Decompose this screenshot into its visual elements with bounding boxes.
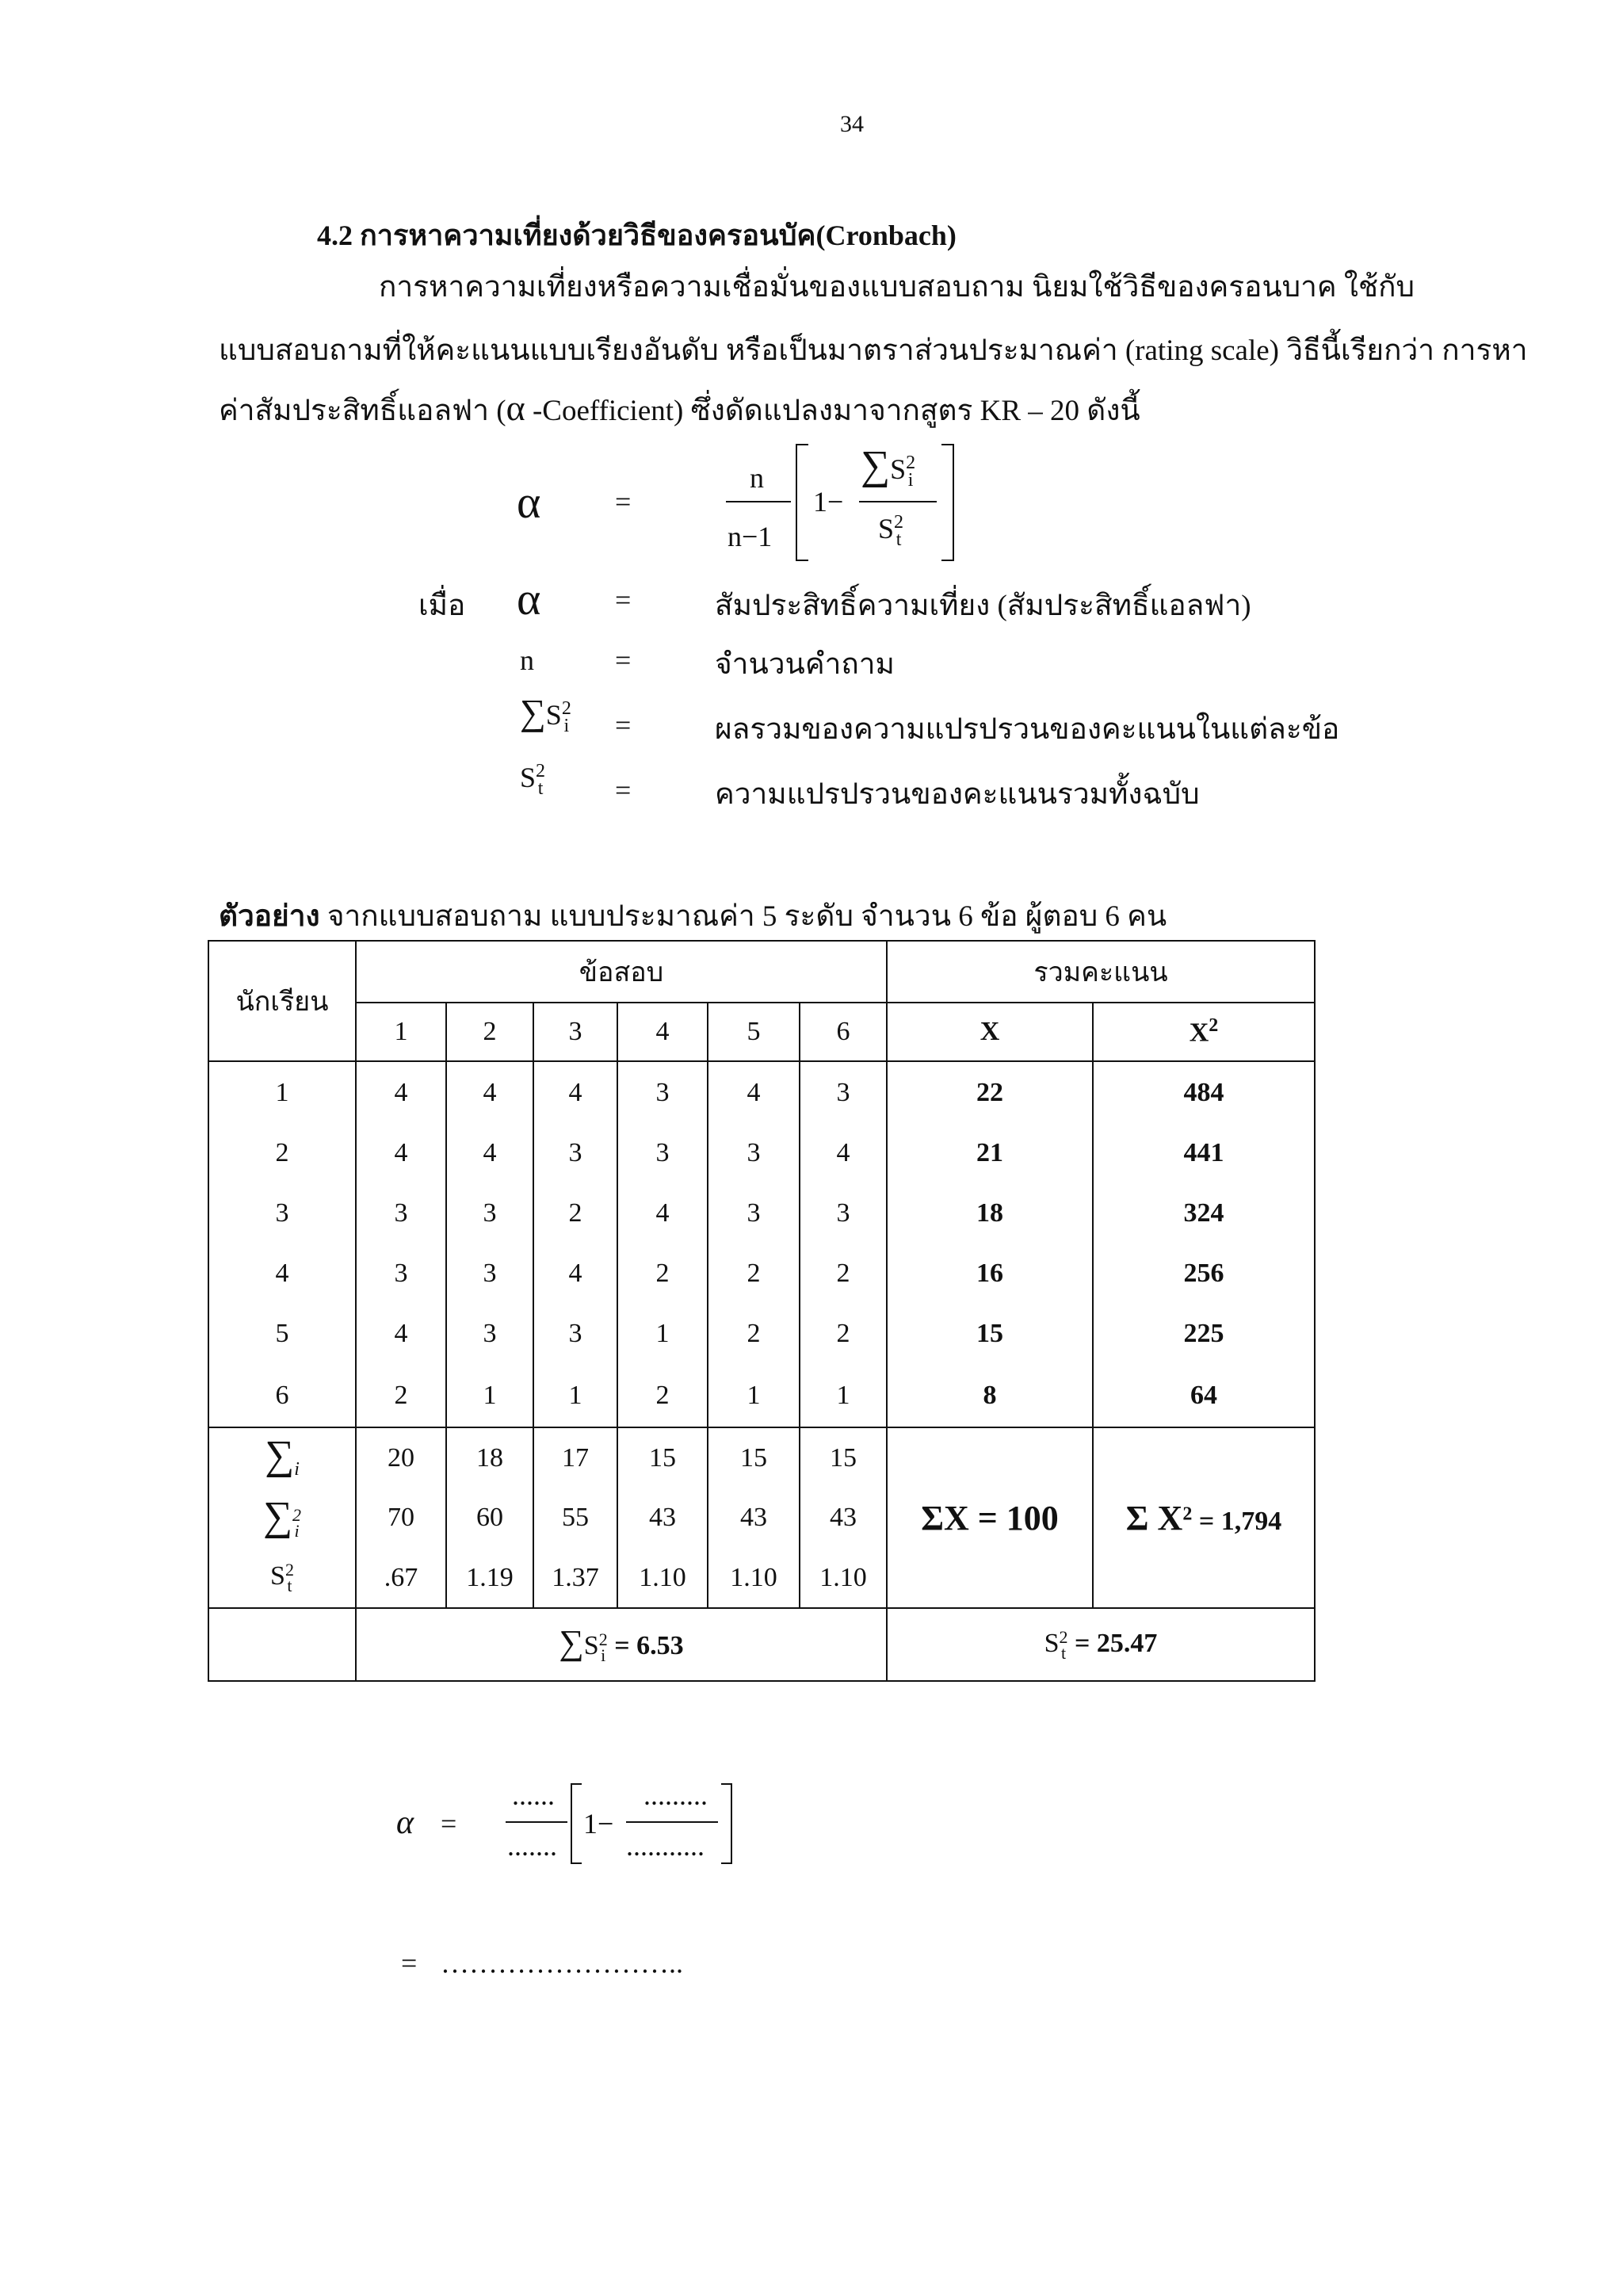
item-num: 1 (356, 1003, 446, 1061)
score-cell: 1 (617, 1304, 708, 1364)
sum-icon: ∑ (265, 1433, 295, 1479)
score-cell: 4 (617, 1183, 708, 1244)
score-cell: 4 (356, 1123, 446, 1183)
formula-denominator: n−1 (727, 521, 773, 552)
formula-one-minus: 1− (813, 486, 844, 518)
sum-x2-text-a: Σ X (1125, 1498, 1183, 1538)
x2-cell: 441 (1093, 1123, 1315, 1183)
formula-s: S (583, 1631, 599, 1660)
x2-cell: 225 (1093, 1304, 1315, 1364)
sum-icon: ∑ (520, 692, 546, 732)
formula-s: S (545, 699, 562, 731)
header-total: รวมคะแนน (887, 941, 1315, 1003)
formula-inner-denominator (878, 512, 903, 548)
st2-label (208, 1548, 356, 1608)
blank-fraction-bar (506, 1821, 567, 1823)
x-cell: 16 (887, 1244, 1093, 1304)
sum-i-cell: 17 (533, 1427, 617, 1488)
st2-cell: 1.10 (708, 1548, 800, 1608)
formula-sq: 2 (598, 1629, 608, 1650)
formula-s: S (1044, 1628, 1060, 1658)
student-cell: 4 (208, 1244, 356, 1304)
score-cell: 4 (446, 1123, 533, 1183)
x2-cell: 484 (1093, 1061, 1315, 1123)
formula-alpha: α (517, 476, 541, 528)
blank-denominator: ....... (507, 1830, 557, 1862)
formula-t: t (1060, 1642, 1067, 1663)
formula-i: i (563, 715, 570, 736)
score-cell: 3 (446, 1304, 533, 1364)
paragraph-line-3-b: -Coefficient) ซึ่งดัดแปลงมาจากสูตร KR – 20 ดังนี้ (525, 395, 1140, 427)
item-num: 2 (446, 1003, 533, 1061)
sum-x2-text-b: = 1,794 (1192, 1506, 1282, 1536)
score-cell: 3 (533, 1304, 617, 1364)
header-x2-exp: 2 (1209, 1015, 1219, 1037)
formula-sq: 2 (561, 698, 571, 720)
totals-empty (208, 1608, 356, 1681)
score-cell: 1 (446, 1364, 533, 1427)
score-cell: 3 (617, 1061, 708, 1123)
formula-fraction-bar (726, 501, 791, 502)
sum-x2-cell (1093, 1427, 1315, 1608)
table-row (208, 1061, 1315, 1123)
header-items: ข้อสอบ (356, 941, 887, 1003)
sum-x2-exp: 2 (1182, 1503, 1193, 1525)
formula-t: t (537, 777, 544, 799)
sum-i-cell: 15 (617, 1427, 708, 1488)
sum-icon: ∑ (861, 443, 891, 488)
student-cell: 2 (208, 1123, 356, 1183)
score-cell: 2 (800, 1304, 887, 1364)
score-cell: 2 (617, 1364, 708, 1427)
score-cell: 2 (708, 1304, 800, 1364)
def-sum-equals: = (615, 709, 632, 741)
formula-sq: 2 (894, 512, 904, 533)
paragraph-line-2: แบบสอบถามที่ให้คะแนนแบบเรียงอันดับ หรือเป็นมาตราส่วนประมาณค่า (rating scale) วิธีนี้เรียกว่า การหา (219, 334, 1528, 367)
st2-cell: 1.10 (800, 1548, 887, 1608)
sum-i2-cell: 43 (708, 1488, 800, 1548)
paragraph-line-3 (219, 387, 1140, 434)
student-cell: 1 (208, 1061, 356, 1123)
formula-inner-fraction-bar (859, 501, 937, 502)
sum-i2-cell: 43 (617, 1488, 708, 1548)
score-cell: 1 (800, 1364, 887, 1427)
score-cell: 1 (533, 1364, 617, 1427)
score-cell: 1 (708, 1364, 800, 1427)
score-cell: 3 (800, 1061, 887, 1123)
item-num: 6 (800, 1003, 887, 1061)
formula-i: i (601, 1645, 606, 1666)
sum-i2-sub: i (294, 1521, 300, 1541)
score-cell: 3 (446, 1183, 533, 1244)
sum-x-cell (887, 1427, 1093, 1608)
blank-equals: = (441, 1808, 457, 1839)
item-num: 3 (533, 1003, 617, 1061)
sum-i-sub: i (294, 1458, 300, 1480)
when-label: เมื่อ (418, 590, 466, 622)
st2-sq: 2 (285, 1560, 294, 1580)
table-row (208, 1123, 1315, 1183)
paragraph-line-1: การหาความเที่ยงหรือความเชื่อมั่นของแบบสอบถาม นิยมใช้วิธีของครอนบาค ใช้กับ (379, 271, 1415, 304)
section-heading: 4.2 การหาความเที่ยงด้วยวิธีของครอนบัค(Cronbach) (317, 220, 957, 251)
formula-s: S (878, 513, 895, 544)
example-text: จากแบบสอบถาม แบบประมาณค่า 5 ระดับ จำนวน 6 ข้อ ผู้ตอบ 6 คน (319, 900, 1167, 933)
def-st-text: ความแปรปรวนของคะแนนรวมทั้งฉบับ (715, 778, 1200, 811)
table-row (208, 1244, 1315, 1304)
score-cell: 2 (800, 1244, 887, 1304)
def-st-equals: = (615, 774, 632, 806)
x-cell: 21 (887, 1123, 1093, 1183)
score-cell: 3 (533, 1123, 617, 1183)
blank-result-equals: = (401, 1947, 418, 1979)
score-cell: 3 (446, 1244, 533, 1304)
formula-sq: 2 (1059, 1626, 1068, 1647)
x2-cell: 256 (1093, 1244, 1315, 1304)
header-x2-base: X (1189, 1018, 1209, 1048)
formula-sq: 2 (906, 453, 916, 474)
score-cell: 3 (800, 1183, 887, 1244)
x-cell: 22 (887, 1061, 1093, 1123)
blank-result-dots: …………………….. (441, 1947, 683, 1979)
def-n-equals: = (615, 644, 632, 676)
def-alpha-symbol: α (517, 573, 541, 625)
def-sum-text: ผลรวมของความแปรปรวนของคะแนนในแต่ละข้อ (715, 713, 1340, 746)
score-cell: 4 (446, 1061, 533, 1123)
table-row (208, 1183, 1315, 1244)
st2-cell: .67 (356, 1548, 446, 1608)
score-cell: 3 (708, 1183, 800, 1244)
st2-cell: 1.37 (533, 1548, 617, 1608)
table-row (208, 1364, 1315, 1427)
formula-numerator: n (750, 462, 764, 494)
formula-left-bracket (796, 444, 808, 561)
blank-one-minus: 1− (583, 1808, 614, 1839)
example-line (219, 892, 1167, 939)
def-n-symbol: n (520, 644, 534, 676)
blank-numerator: ...... (512, 1779, 555, 1811)
st2-total (887, 1608, 1315, 1681)
st2-total-value: = 25.47 (1075, 1628, 1158, 1658)
sum-i-cell: 20 (356, 1427, 446, 1488)
score-cell: 2 (617, 1244, 708, 1304)
totals-row (208, 1608, 1315, 1681)
def-n-text: จำนวนคำถาม (715, 648, 895, 681)
st2-cell: 1.19 (446, 1548, 533, 1608)
sum-icon: ∑ (559, 1623, 584, 1662)
formula-s: S (520, 762, 537, 793)
table-row (208, 1304, 1315, 1364)
sum-si2-total (356, 1608, 887, 1681)
formula-equals: = (615, 486, 632, 518)
header-student: นักเรียน (208, 941, 356, 1061)
blank-right-bracket (721, 1783, 732, 1864)
paragraph-line-3-a: ค่าสัมประสิทธิ์แอลฟา ( (219, 395, 506, 427)
x2-cell: 64 (1093, 1364, 1315, 1427)
blank-left-bracket (571, 1783, 582, 1864)
score-cell: 4 (800, 1123, 887, 1183)
student-cell: 3 (208, 1183, 356, 1244)
sum-x-text: ΣX = 100 (921, 1498, 1059, 1538)
formula-sq: 2 (536, 761, 546, 782)
sum-i2-label (208, 1488, 356, 1548)
alpha-symbol-inline: α (506, 388, 525, 428)
x-cell: 18 (887, 1183, 1093, 1244)
sum-i2-sq: 2 (292, 1505, 302, 1526)
formula-inner-numerator (861, 445, 915, 489)
sum-si2-value: = 6.53 (614, 1631, 684, 1660)
def-alpha-text: สัมประสิทธิ์ความเที่ยง (สัมประสิทธิ์แอลฟา) (715, 590, 1251, 622)
sum-icon: ∑ (262, 1494, 293, 1539)
item-num: 5 (708, 1003, 800, 1061)
formula-s: S (890, 453, 907, 485)
score-cell: 2 (533, 1183, 617, 1244)
blank-inner-denominator: ........... (626, 1830, 705, 1862)
sum-i-row (208, 1427, 1315, 1488)
sum-i2-cell: 60 (446, 1488, 533, 1548)
formula-right-bracket (941, 444, 954, 561)
blank-inner-fraction-bar (626, 1821, 718, 1823)
x-cell: 15 (887, 1304, 1093, 1364)
x-cell: 8 (887, 1364, 1093, 1427)
score-cell: 2 (356, 1364, 446, 1427)
score-cell: 4 (356, 1061, 446, 1123)
score-cell: 3 (708, 1123, 800, 1183)
st2-cell: 1.10 (617, 1548, 708, 1608)
sum-i-label (208, 1427, 356, 1488)
score-cell: 3 (617, 1123, 708, 1183)
blank-alpha: α (396, 1805, 414, 1841)
sum-i2-cell: 55 (533, 1488, 617, 1548)
data-table (208, 940, 1316, 1682)
def-sum-si2-symbol (520, 694, 571, 735)
st2-s: S (270, 1561, 285, 1591)
sum-i-cell: 15 (708, 1427, 800, 1488)
sum-i2-cell: 70 (356, 1488, 446, 1548)
x2-cell: 324 (1093, 1183, 1315, 1244)
sum-i-cell: 15 (800, 1427, 887, 1488)
score-cell: 3 (356, 1244, 446, 1304)
item-num: 4 (617, 1003, 708, 1061)
student-cell: 6 (208, 1364, 356, 1427)
score-cell: 4 (356, 1304, 446, 1364)
example-label: ตัวอย่าง (219, 900, 320, 933)
header-x: X (887, 1003, 1093, 1061)
score-cell: 4 (708, 1061, 800, 1123)
student-cell: 5 (208, 1304, 356, 1364)
header-x2 (1093, 1003, 1315, 1061)
def-alpha-equals: = (615, 584, 632, 616)
score-cell: 2 (708, 1244, 800, 1304)
def-st2-symbol (520, 761, 545, 797)
page-number: 34 (840, 111, 864, 137)
score-cell: 4 (533, 1244, 617, 1304)
blank-inner-numerator: ......... (643, 1779, 708, 1811)
formula-t: t (896, 529, 902, 550)
score-cell: 3 (356, 1183, 446, 1244)
sum-i-cell: 18 (446, 1427, 533, 1488)
score-cell: 4 (533, 1061, 617, 1123)
st2-t: t (287, 1576, 292, 1596)
formula-i: i (907, 469, 914, 491)
sum-i2-cell: 43 (800, 1488, 887, 1548)
